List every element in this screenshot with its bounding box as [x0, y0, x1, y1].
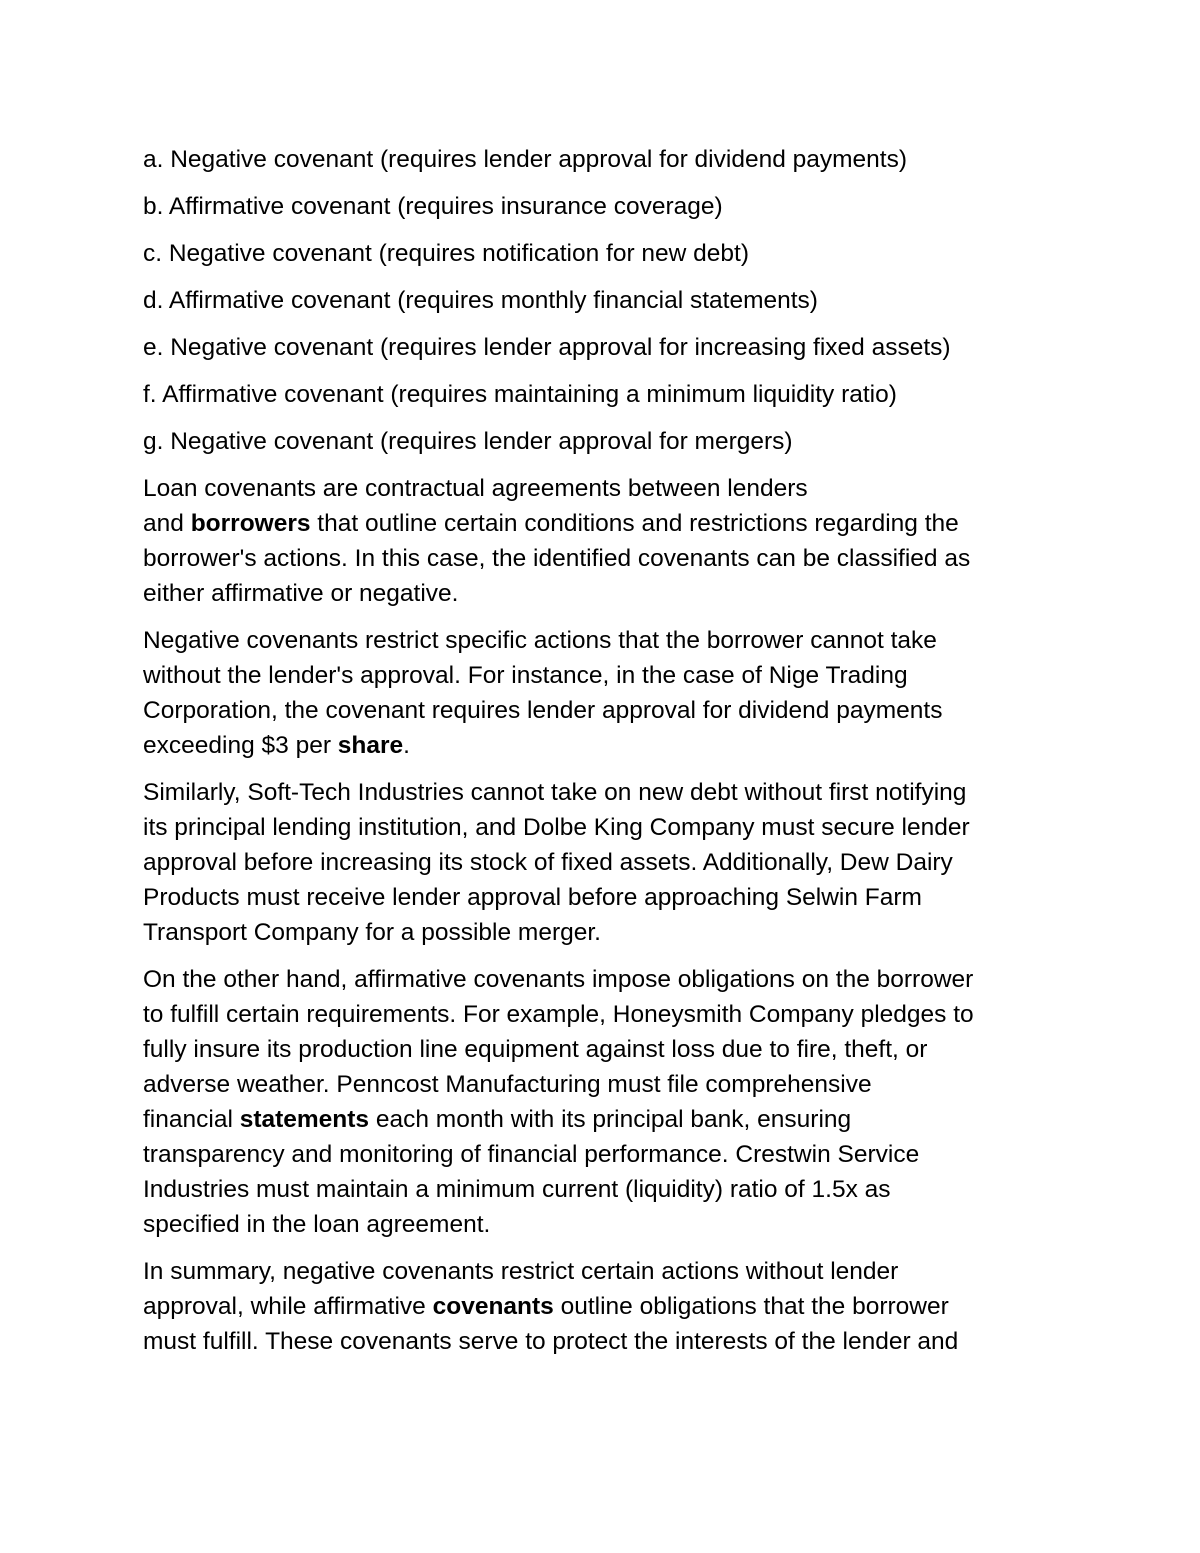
paragraph-negative-covenants: [143, 623, 1063, 763]
paragraph-line: [143, 1289, 1063, 1324]
paragraph-line: Products must receive lender approval before approaching Selwin Farm: [143, 884, 922, 911]
list-item-d: d. Affirmative covenant (requires monthly financial statements): [143, 287, 818, 314]
list-item-c: c. Negative covenant (requires notification for new debt): [143, 240, 750, 267]
bold-term: share: [337, 732, 404, 759]
list-item-f: f. Affirmative covenant (requires maintaining a minimum liquidity ratio): [143, 381, 897, 408]
paragraph-line: its principal lending institution, and Dolbe King Company must secure lender: [143, 814, 970, 841]
paragraph-summary: [143, 1254, 1063, 1359]
list-item-a: a. Negative covenant (requires lender approval for dividend payments): [143, 146, 908, 173]
text-run: exceeding $3 per: [143, 732, 338, 759]
list-item-b: b. Affirmative covenant (requires insurance coverage): [143, 193, 723, 220]
paragraph-line: Loan covenants are contractual agreements between lenders: [143, 475, 808, 502]
text-run: outline obligations that the borrower: [553, 1293, 949, 1320]
text-run: each month with its principal bank, ensuring: [369, 1106, 852, 1133]
paragraph-line: adverse weather. Penncost Manufacturing must file comprehensive: [143, 1071, 872, 1098]
paragraph-line: borrower's actions. In this case, the identified covenants can be classified as: [143, 545, 971, 572]
bold-term: statements: [239, 1106, 370, 1133]
paragraph-line: to fulfill certain requirements. For example, Honeysmith Company pledges to: [143, 1001, 974, 1028]
paragraph-line: Similarly, Soft-Tech Industries cannot take on new debt without first notifying: [143, 779, 967, 806]
text-run: and: [143, 510, 191, 537]
paragraph-line: [143, 1102, 1063, 1137]
document-body: [143, 142, 1063, 1371]
paragraph-line: Negative covenants restrict specific actions that the borrower cannot take: [143, 627, 937, 654]
paragraph-line: [143, 506, 1063, 541]
list-item-g: g. Negative covenant (requires lender approval for mergers): [143, 428, 793, 455]
paragraph-line: fully insure its production line equipment against loss due to fire, theft, or: [143, 1036, 928, 1063]
paragraph-line: without the lender's approval. For instance, in the case of Nige Trading: [143, 662, 908, 689]
paragraph-line: must fulfill. These covenants serve to protect the interests of the lender and: [143, 1328, 959, 1355]
paragraph-similarly: [143, 775, 1063, 950]
text-run: financial: [143, 1106, 240, 1133]
bold-term: borrowers: [190, 510, 311, 537]
paragraph-affirmative-covenants: [143, 962, 1063, 1242]
paragraph-line: transparency and monitoring of financial performance. Crestwin Service: [143, 1141, 920, 1168]
paragraph-intro: [143, 471, 1063, 611]
paragraph-line: Transport Company for a possible merger.: [143, 919, 601, 946]
bold-term: covenants: [432, 1293, 554, 1320]
paragraph-line: approval before increasing its stock of fixed assets. Additionally, Dew Dairy: [143, 849, 953, 876]
paragraph-line: In summary, negative covenants restrict certain actions without lender: [143, 1258, 899, 1285]
text-run: .: [403, 732, 410, 759]
paragraph-line: Industries must maintain a minimum current (liquidity) ratio of 1.5x as: [143, 1176, 891, 1203]
paragraph-line: On the other hand, affirmative covenants impose obligations on the borrower: [143, 966, 974, 993]
paragraph-line: Corporation, the covenant requires lender approval for dividend payments: [143, 697, 943, 724]
text-run: approval, while affirmative: [143, 1293, 433, 1320]
text-run: that outline certain conditions and restrictions regarding the: [310, 510, 959, 537]
paragraph-line: [143, 728, 1063, 763]
list-item-e: e. Negative covenant (requires lender approval for increasing fixed assets): [143, 334, 951, 361]
paragraph-line: either affirmative or negative.: [143, 580, 459, 607]
paragraph-line: specified in the loan agreement.: [143, 1211, 491, 1238]
